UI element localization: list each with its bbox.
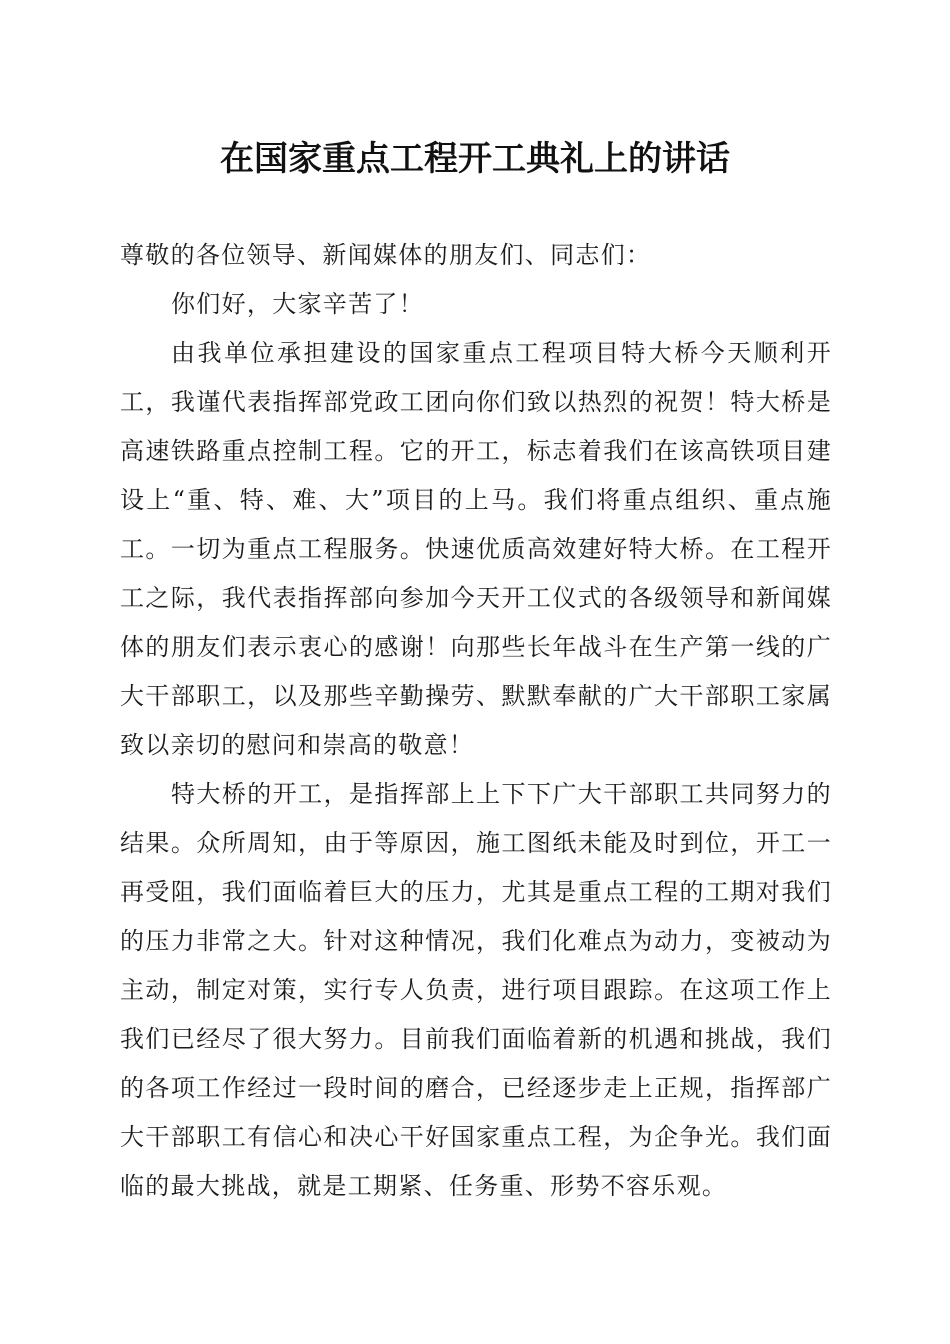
document-body <box>120 231 832 1211</box>
paragraph-greeting: 你们好，大家辛苦了！ <box>171 290 424 318</box>
document-title: 在国家重点工程开工典礼上的讲话 <box>220 139 730 179</box>
paragraph-project-start: 由我单位承担建设的国家重点工程项目特大桥今天顺利开工，我谨代表指挥部党政工团向你们致以热烈的祝贺！特大桥是高速铁路重点控制工程。它的开工，标志着我们在该高铁项目建设上“重、特、难、大”项目的上马。我们将重点组织、重点施工。一切为重点工程服务。快速优质高效建好特大桥。在工程开工之际，我代表指挥部向参加今天开工仪式的各级领导和新闻媒体的朋友们表示衷心的感谢！向那些长年战斗在生产第一线的广大干部职工，以及那些辛勤操劳、默默奉献的广大干部职工家属致以亲切的慰问和崇高的敬意！ <box>120 339 832 759</box>
salutation: 尊敬的各位领导、新闻媒体的朋友们、同志们： <box>120 241 652 269</box>
paragraph-challenges: 特大桥的开工，是指挥部上上下下广大干部职工共同努力的结果。众所周知，由于等原因，施工图纸未能及时到位，开工一再受阻，我们面临着巨大的压力，尤其是重点工程的工期对我们的压力非常之大。针对这种情况，我们化难点为动力，变被动为主动，制定对策，实行专人负责，进行项目跟踪。在这项工作上我们已经尽了很大努力。目前我们面临着新的机遇和挑战，我们的各项工作经过一段时间的磨合，已经逐步走上正规，指挥部广大干部职工有信心和决心干好国家重点工程，为企争光。我们面临的最大挑战，就是工期紧、任务重、形势不容乐观。 <box>120 780 832 1200</box>
